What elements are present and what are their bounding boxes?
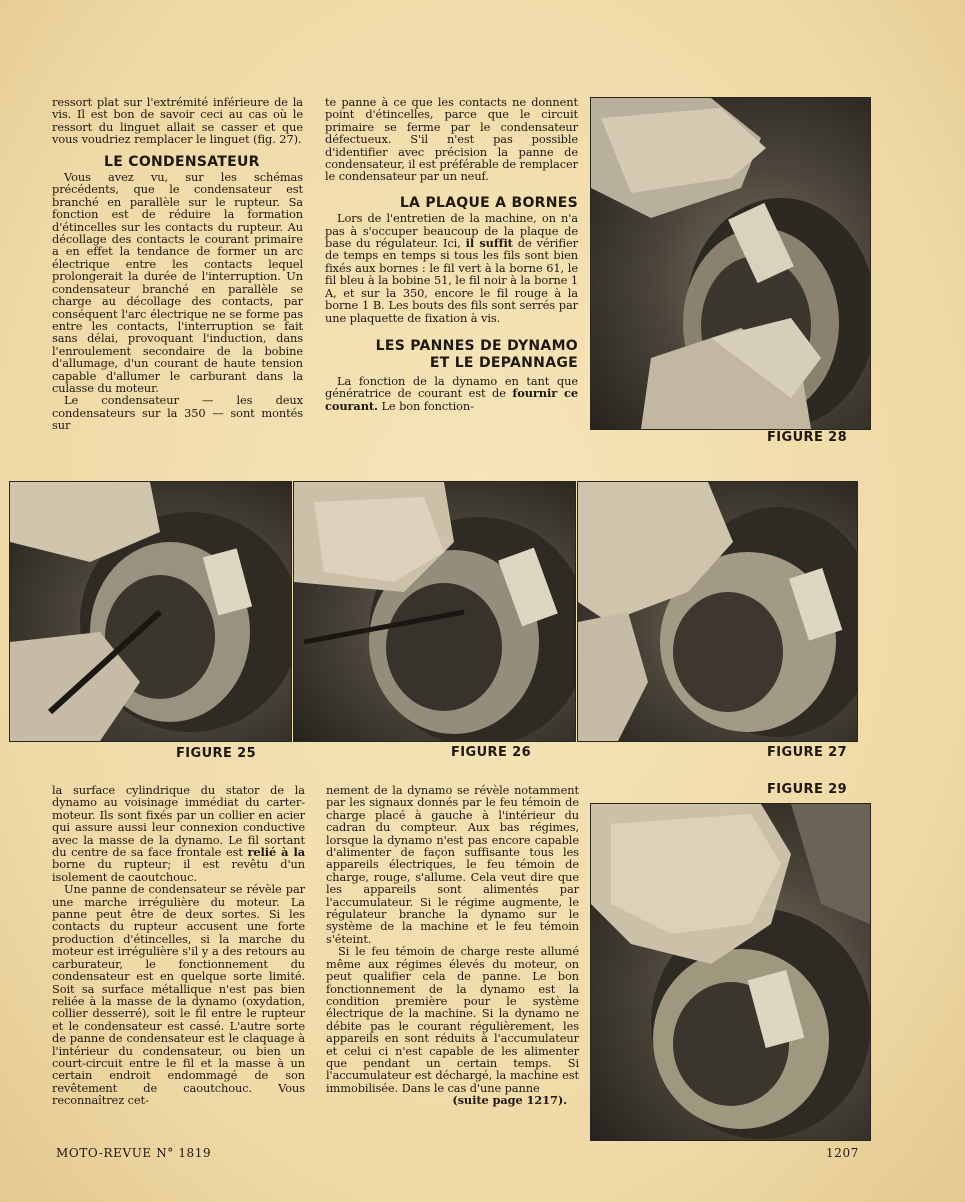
paragraph: Une panne de condensateur se révèle par une marche irrégulière du moteur. La panne peut être de deux sortes. Si les contacts du rupteur accusent une forte production d'étincelles, si la marche du moteur est irrégulière s'il y a des retours au carburateur, le fonctionnement du condensateur est en quelque sorte limité. Soit sa surface métallique n'est pas bien reliée à la masse de la dynamo (oxydation, collier desserré), soit le fil entre le rupteur et le condensateur est cassé. L'autre sorte de panne de condensateur est le claquage à l'intérieur du condensateur, ou bien un court-circuit entre le fil et la masse à un certain endroit endommagé de son revêtement de caoutchouc. Vous reconnaîtrez cet- (52, 882, 305, 1108)
continuation-note: (suite page 1217). (452, 1093, 567, 1108)
figure-29-photo (590, 803, 871, 1141)
figure-25-photo (9, 481, 292, 742)
paragraph: Lors de l'entretien de la machine, on n'a pas à s'occuper beaucoup de la plaque de base du régulateur. Ici, il suffit de vérifier de temps en temps si tous les fils sont bien fixés aux bornes : le fil vert à la borne 61, le fil bleu à la bobine 51, le fil noir à la borne 1 A, et sur la 350, encore le fil rouge à la borne 1 B. Les bouts des fils sont serrés par une plaquette de fixation à vis. (325, 211, 578, 325)
figure-25-caption: FIGURE 25 (176, 746, 257, 761)
section-heading-pannes-dynamo: LES PANNES DE DYNAMO ET LE DEPANNAGE (375, 337, 578, 371)
footer-page-number: 1207 (826, 1146, 859, 1160)
paragraph: nement de la dynamo se révèle notamment par les signaux donnés par le feu témoin de charge placé à gauche à l'intérieur du cadran du compteur. Aux bas régimes, lorsque la dynamo n'est pas encore capable d'alimenter de façon suffisante tous les appareils électriques, le feu témoin de charge, rouge, s'allume. Cela veut dire que les appareils sont alimentés par l'accumulateur. Si le régime augmente, le régulateur branche la dynamo sur le système de la machine et le feu témoin s'éteint. (326, 783, 579, 946)
column-2-top (325, 96, 578, 412)
section-heading-plaque-a-bornes: LA PLAQUE A BORNES (399, 194, 578, 211)
hands-on-contact-breaker-photo (578, 482, 857, 741)
column-2-bottom (326, 784, 579, 1107)
figure-27-photo (577, 481, 858, 742)
paragraph: La fonction de la dynamo en tant que génératrice de courant est de fournir ce courant. Le bon fonction- (325, 373, 578, 413)
figure-29-caption: FIGURE 29 (767, 782, 848, 797)
hands-on-dynamo-photo (591, 98, 870, 429)
paragraph: te panne à ce que les contacts ne donnent point d'étincelles, parce que le circuit primaire se ferme par le condensateur défectueux. S'il n'est pas possible d'identifier avec précision la panne de condensateur, il est préférable de remplacer le condensateur par un neuf. (325, 95, 578, 184)
paragraph: Le condensateur — les deux condensateurs sur la 350 — sont montés sur (52, 393, 303, 433)
figure-27-caption: FIGURE 27 (767, 745, 848, 760)
screwdriver-on-breaker-photo (10, 482, 291, 741)
figure-28-photo (590, 97, 871, 430)
paragraph: ressort plat sur l'extrémité inférieure de la vis. Il est bon de savoir ceci au cas où le ressort du linguet allait se casser et que vous voudriez remplacer le linguet (fig. 27). (52, 95, 303, 147)
paragraph: la surface cylindrique du stator de la dynamo au voisinage immédiat du carter-moteur. Ils sont fixés par un collier en acier qui assure aussi leur connexion conductive avec la masse de la dynamo. Le fil sortant du centre de sa face frontale est relié à la borne du rupteur; il est revêtu d'un isolement de caoutchouc. (52, 783, 305, 884)
hand-on-dynamo-photo (591, 804, 870, 1140)
figure-28-caption: FIGURE 28 (767, 430, 848, 445)
figure-26-caption: FIGURE 26 (451, 745, 532, 760)
figure-26-photo (293, 481, 576, 742)
column-1-top (52, 96, 303, 432)
column-1-bottom (52, 784, 305, 1107)
paragraph: Si le feu témoin de charge reste allumé même aux régimes élevés du moteur, on peut qualifier cela de panne. Le bon fonctionnement de la dynamo est la condition première pour le système électrique de la machine. Si la dynamo ne débite pas le courant régulièrement, les appareils en sont réduits à l'accumulateur et celui ci n'est capable de les alimenter que pendant un certain temps. Si l'accumulateur est déchargé, la machine est immobilisée. Dans le cas d'une panne (326, 944, 579, 1095)
section-heading-condensateur: LE CONDENSATEUR (104, 153, 260, 170)
footer-magazine-issue: MOTO-REVUE N° 1819 (56, 1146, 212, 1160)
paragraph: Vous avez vu, sur les schémas précédents, que le condensateur est branché en parallèle sur le rupteur. Sa fonction est de réduire la formation d'étincelles sur les contacts du rupteur. Au décollage des contacts le courant primaire a en effet la tendance de former un arc électrique entre les contacts lequel prolongerait la durée de l'interruption. Un condensateur branché en parallèle se charge au décollage des contacts, par conséquent l'arc électrique ne se forme pas entre les contacts, l'interruption se fait sans délai, provoquant l'induction, dans l'enroulement secondaire de la bobine d'allumage, d'un courant de haute tension capable d'allumer le carburant dans la culasse du moteur. (52, 170, 303, 395)
screwdriver-on-breaker-photo (294, 482, 575, 741)
